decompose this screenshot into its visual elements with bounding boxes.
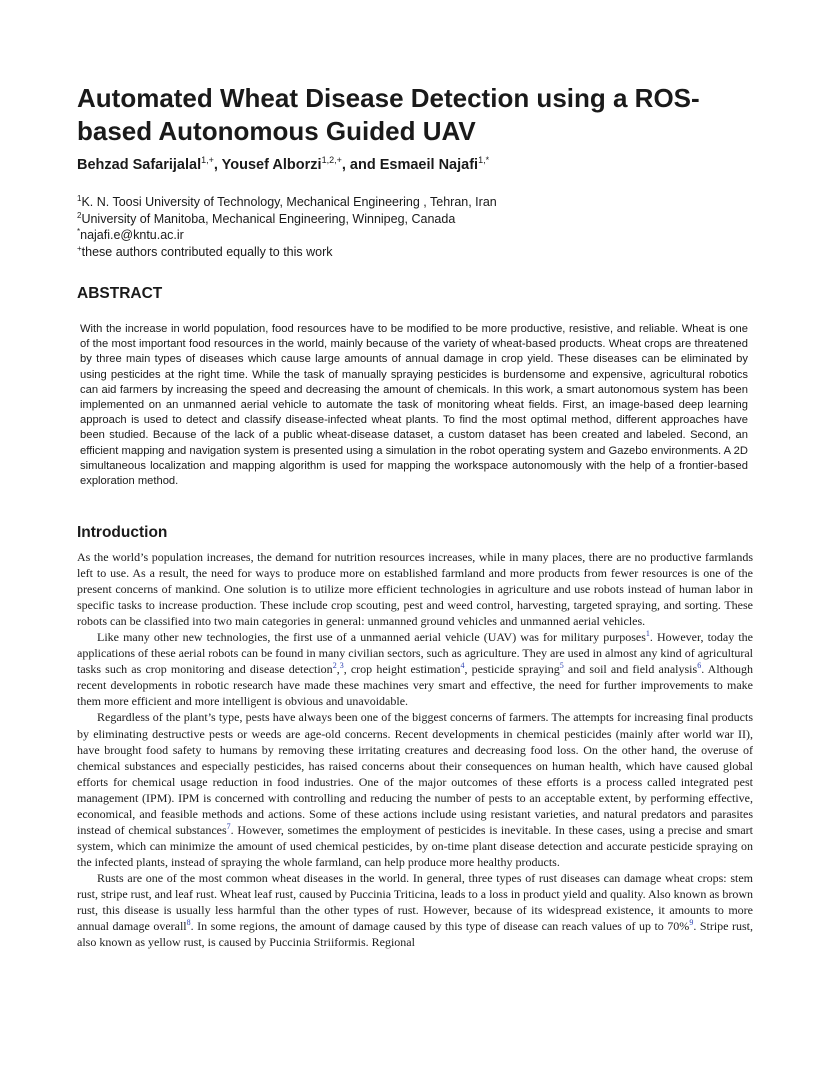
citation-link[interactable]: 5	[559, 661, 564, 671]
paper-title: Automated Wheat Disease Detection using a ROS-based Autonomous Guided UAV	[77, 83, 700, 146]
citation-link[interactable]: 7	[226, 821, 231, 831]
affiliation-mark: +	[77, 243, 82, 253]
affiliation-list	[77, 194, 497, 260]
abstract-heading: ABSTRACT	[77, 285, 163, 302]
paragraph-text: Rusts are one of the most common wheat diseases in the world. In general, three types of rust diseases can damage wheat crops: stem rust, stripe rust, and leaf rust. Wheat leaf rust, caused by Puccinia Triticina, leads to a loss in product yield and quality. Also known as brown rust, this disease is usually less harmful than the other types of rust. However, because of its widespread existence, it amounts to more annual damage overall	[77, 870, 753, 934]
affiliation-text: K. N. Toosi University of Technology, Mechanical Engineering , Tehran, Iran	[81, 195, 497, 209]
citation-link[interactable]: 4	[460, 661, 465, 671]
introduction-heading: Introduction	[77, 524, 168, 541]
affiliation-text: University of Manitoba, Mechanical Engineering, Winnipeg, Canada	[81, 211, 456, 226]
body-paragraph	[77, 709, 753, 869]
paragraph-text: As the world’s population increases, the demand for nutrition resources increases, while in many places, there are no productive farmlands left to use. As a result, the need for ways to produce more on established farmland and more products from fewer resources is one of the present concerns of mankind. One solution is to utilize more efficient technologies in agriculture and use robots instead of human labor in specific tasks to increase production. These include crop scouting, pest and weed control, harvesting, targeted spraying, and sorting. These robots can be classified into two main categories in general: unmanned ground vehicles and unmanned aerial vehicles.	[77, 550, 753, 629]
author-name: Behzad Safarijalal	[77, 157, 202, 173]
paragraph-text: Regardless of the plant’s type, pests have always been one of the biggest concerns of farmers. The attempts for increasing final products by eliminating destructive pests or weeds are age-old concerns. Recent developments in chemical pesticides (mainly after world war II), have brought food safety to humans by removing these irritating creatures and decreasing food loss. On the other hand, the overuse of chemical substances and especially pesticides, has raised concerns about their consequences on human health, which have caused global efforts for chemical usage reduction in food industries. One of the major outcomes of these efforts is a process called integrated pest management (IPM). IPM is concerned with controlling and reducing the number of pests to an acceptable extent, by performing effective, economical, and feasible methods and actions. Some of these actions include using resistant varieties, and natural predators and parasites instead of chemical substances	[77, 710, 753, 837]
author-affiliation-mark: 1,2,+	[321, 155, 342, 165]
affiliation-line	[77, 244, 497, 261]
affiliation-mark: 1	[77, 194, 82, 203]
body-paragraph	[77, 549, 753, 629]
citation-link[interactable]: 2	[332, 661, 337, 671]
author-separator: , and	[341, 157, 380, 173]
paragraph-text: ,	[336, 662, 340, 677]
citation-link[interactable]: 3	[339, 661, 344, 671]
abstract-text: With the increase in world population, food resources have to be modified to be more productive, resistive, and reliable. Wheat is one of the most important food resources in the world, mainly because of the variety of wheat-based products. Wheat crops are threatened by three main types of diseases which cause large amounts of annual damage in crop yield. These diseases can be eliminated by using pesticides at the right time. While the task of manually spraying pesticides is burdensome and expensive, agricultural robotics can aid farmers by increasing the speed and decreasing the amount of chemicals. In this work, a smart autonomous system has been implemented on an unmanned aerial vehicle to automate the task of monitoring wheat fields. First, an image-based deep learning approach is used to detect and classify disease-infected wheat plants. To find the most optimal method, different approaches have been studied. Because of the lack of a public wheat-disease dataset, a custom dataset has been created and labeled. Second, an efficient mapping and navigation system is presented using a simulation in the robot operating system and Gazebo environments. A 2D simultaneous localization and mapping algorithm is used for mapping the workspace autonomously with the help of a frontier-based exploration method.	[80, 323, 748, 488]
paragraph-text: , crop height estimation	[343, 662, 461, 677]
affiliation-mark: *	[77, 227, 81, 236]
paragraph-text: , pesticide spraying	[464, 662, 560, 677]
affiliation-mark: 2	[77, 210, 82, 220]
paragraph-text: . In some regions, the amount of damage caused by this type of disease can reach values of up to 70%	[190, 919, 690, 934]
citation-link[interactable]: 6	[697, 661, 702, 671]
author-list	[77, 157, 489, 173]
author-name: Yousef Alborzi	[221, 157, 322, 173]
paragraph-text: . However, sometimes the employment of pesticides is inevitable. In these cases, using a precise and smart system, which can minimize the amount of used chemical pesticides, by on-time plant disease detection and accurate pesticide spraying on the infected plants, instead of spraying the whole farmland, can help produce more healthy products.	[77, 822, 753, 869]
affiliation-line	[77, 194, 497, 211]
author-affiliation-mark: 1,+	[201, 155, 214, 165]
affiliation-text: najafi.e@kntu.ac.ir	[80, 228, 184, 242]
paragraph-text: . However, today the applications of these aerial robots can be found in many civilian sectors, such as agriculture. They are used in almost any kind of agricultural tasks such as crop monitoring and disease detection	[77, 630, 753, 677]
paragraph-text: and soil and field analysis	[563, 662, 698, 677]
body-paragraph	[77, 629, 753, 709]
citation-link[interactable]: 8	[186, 918, 191, 928]
author-name: Esmaeil Najafi	[379, 157, 479, 173]
paragraph-text: Like many other new technologies, the first use of a unmanned aerial vehicle (UAV) was for military purposes	[97, 630, 646, 645]
affiliation-text: these authors contributed equally to this work	[81, 244, 333, 259]
body-paragraph	[77, 870, 753, 950]
affiliation-line	[77, 227, 497, 244]
affiliation-line	[77, 211, 497, 228]
introduction-body	[77, 549, 753, 950]
paragraph-text: . Stripe rust, also known as yellow rust, is caused by Puccinia Striiformis. Regional	[77, 919, 753, 950]
paragraph-text: . Although recent developments in robotic research have made these machines very smart and effective, the need for further improvements to make them more efficient and more intelligent is obvious and unavoidable.	[77, 662, 754, 709]
author-separator: ,	[213, 157, 222, 173]
citation-link[interactable]: 9	[689, 918, 694, 928]
citation-link[interactable]: 1	[645, 629, 650, 639]
author-affiliation-mark: 1,*	[478, 155, 490, 165]
